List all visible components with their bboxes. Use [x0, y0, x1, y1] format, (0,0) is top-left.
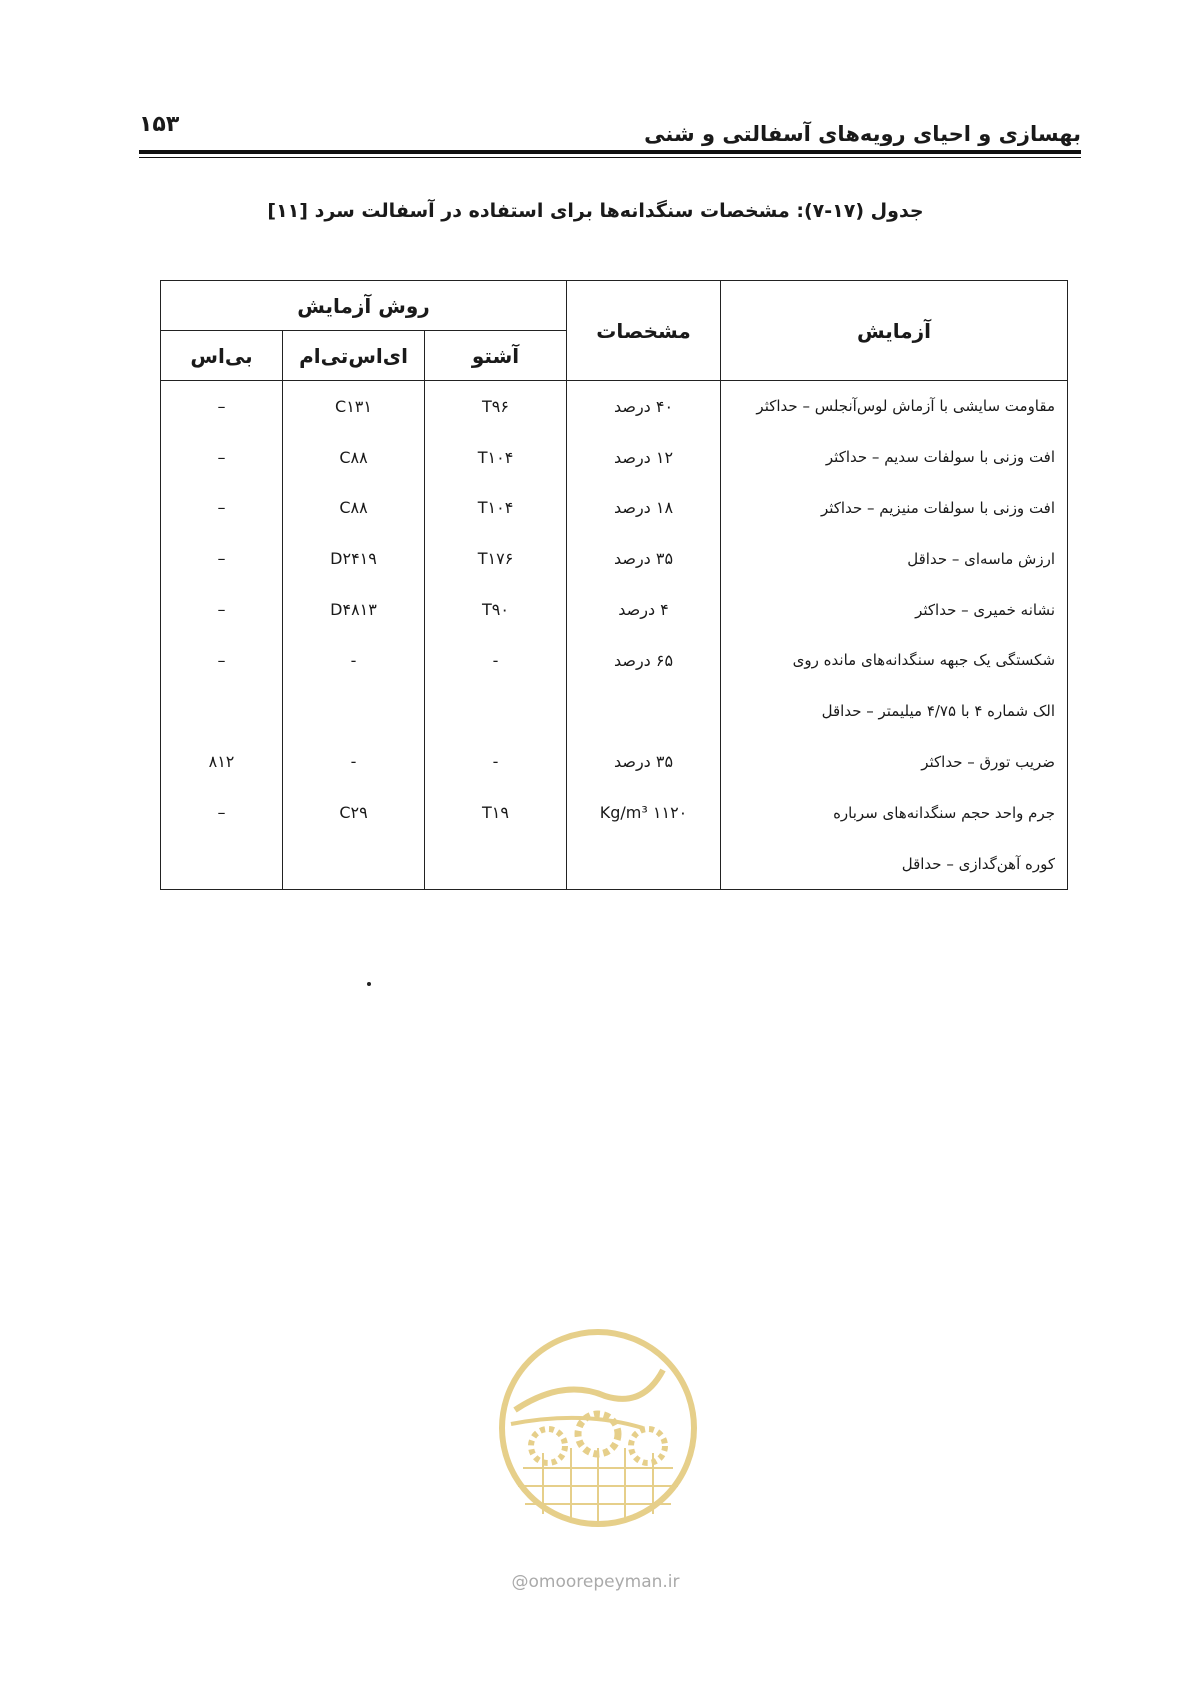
table-row — [161, 381, 1068, 432]
test-cell: ارزش ماسه‌ای – حداقل — [721, 533, 1068, 584]
bs-cell: – — [161, 533, 283, 584]
table-row — [161, 686, 1068, 737]
aashto-cell: T۹۰ — [425, 584, 567, 635]
bs-cell: – — [161, 787, 283, 838]
bs-cell: – — [161, 381, 283, 432]
aashto-cell: T۱۹ — [425, 787, 567, 838]
test-cell: شکستگی یک جبهه سنگدانه‌های مانده روی — [721, 635, 1068, 686]
header-bs: بی‌اس — [161, 331, 283, 381]
test-cell: نشانه خمیری – حداکثر — [721, 584, 1068, 635]
spec-cell: ۱۱۲۰ Kg/m³ — [567, 787, 721, 838]
watermark-handle: @omoorepeyman.ir — [511, 1572, 680, 1592]
spec-cell: ۴ درصد — [567, 584, 721, 635]
spec-table — [160, 280, 1068, 890]
aashto-cell: T۱۰۴ — [425, 483, 567, 534]
aashto-cell: - — [425, 635, 567, 686]
astm-cell: C۸۸ — [283, 483, 425, 534]
spec-cell — [567, 838, 721, 889]
test-cell: افت وزنی با سولفات سدیم – حداکثر — [721, 432, 1068, 483]
spec-cell: ۱۲ درصد — [567, 432, 721, 483]
test-cell: جرم واحد حجم سنگدانه‌های سرباره — [721, 787, 1068, 838]
header-spec: مشخصات — [567, 281, 721, 381]
spec-cell: ۳۵ درصد — [567, 737, 721, 788]
header-astm: ای‌اس‌تی‌ام — [283, 331, 425, 381]
header-test: آزمایش — [721, 281, 1068, 381]
stray-dot — [367, 982, 371, 986]
spec-table-container — [160, 280, 1067, 890]
test-cell: کوره آهن‌گدازی – حداقل — [721, 838, 1068, 889]
watermark-logo — [493, 1318, 703, 1568]
aashto-cell: T۱۰۴ — [425, 432, 567, 483]
spec-cell — [567, 686, 721, 737]
header-rule-thin — [139, 157, 1081, 158]
bs-cell: – — [161, 584, 283, 635]
bs-cell — [161, 686, 283, 737]
spec-cell: ۴۰ درصد — [567, 381, 721, 432]
astm-cell: D۲۴۱۹ — [283, 533, 425, 584]
astm-cell — [283, 686, 425, 737]
table-row — [161, 584, 1068, 635]
table-row — [161, 787, 1068, 838]
bs-cell: – — [161, 635, 283, 686]
table-row — [161, 737, 1068, 788]
bs-cell: ۸۱۲ — [161, 737, 283, 788]
astm-cell: C۸۸ — [283, 432, 425, 483]
spec-cell: ۶۵ درصد — [567, 635, 721, 686]
table-row — [161, 533, 1068, 584]
bs-cell: – — [161, 483, 283, 534]
page-number: ۱۵۳ — [139, 112, 180, 137]
spec-cell: ۱۸ درصد — [567, 483, 721, 534]
aashto-cell: T۱۷۶ — [425, 533, 567, 584]
astm-cell: C۱۳۱ — [283, 381, 425, 432]
header-method-group: روش آزمایش — [161, 281, 567, 331]
test-cell: ضریب تورق – حداکثر — [721, 737, 1068, 788]
header-aashto: آشتو — [425, 331, 567, 381]
spec-cell: ۳۵ درصد — [567, 533, 721, 584]
table-row — [161, 635, 1068, 686]
test-cell: الک شماره ۴ با ۴/۷۵ میلیمتر – حداقل — [721, 686, 1068, 737]
bs-cell: – — [161, 432, 283, 483]
table-row — [161, 483, 1068, 534]
aashto-cell: T۹۶ — [425, 381, 567, 432]
table-body — [161, 381, 1068, 890]
astm-cell: C۲۹ — [283, 787, 425, 838]
running-header: بهسازی و احیای رویه‌های آسفالتی و شنی — [644, 122, 1081, 146]
aashto-cell — [425, 686, 567, 737]
table-caption: جدول (۱۷-۷): مشخصات سنگدانه‌ها برای استفاده در آسفالت سرد [۱۱] — [267, 200, 924, 222]
table-row — [161, 432, 1068, 483]
table-row — [161, 838, 1068, 889]
aashto-cell — [425, 838, 567, 889]
test-cell: مقاومت سایشی با آزماش لوس‌آنجلس – حداکثر — [721, 381, 1068, 432]
test-cell: افت وزنی با سولفات منیزیم – حداکثر — [721, 483, 1068, 534]
aashto-cell: - — [425, 737, 567, 788]
astm-cell — [283, 838, 425, 889]
astm-cell: D۴۸۱۳ — [283, 584, 425, 635]
astm-cell: - — [283, 737, 425, 788]
astm-cell: - — [283, 635, 425, 686]
bs-cell — [161, 838, 283, 889]
header-rule-thick — [139, 150, 1081, 154]
